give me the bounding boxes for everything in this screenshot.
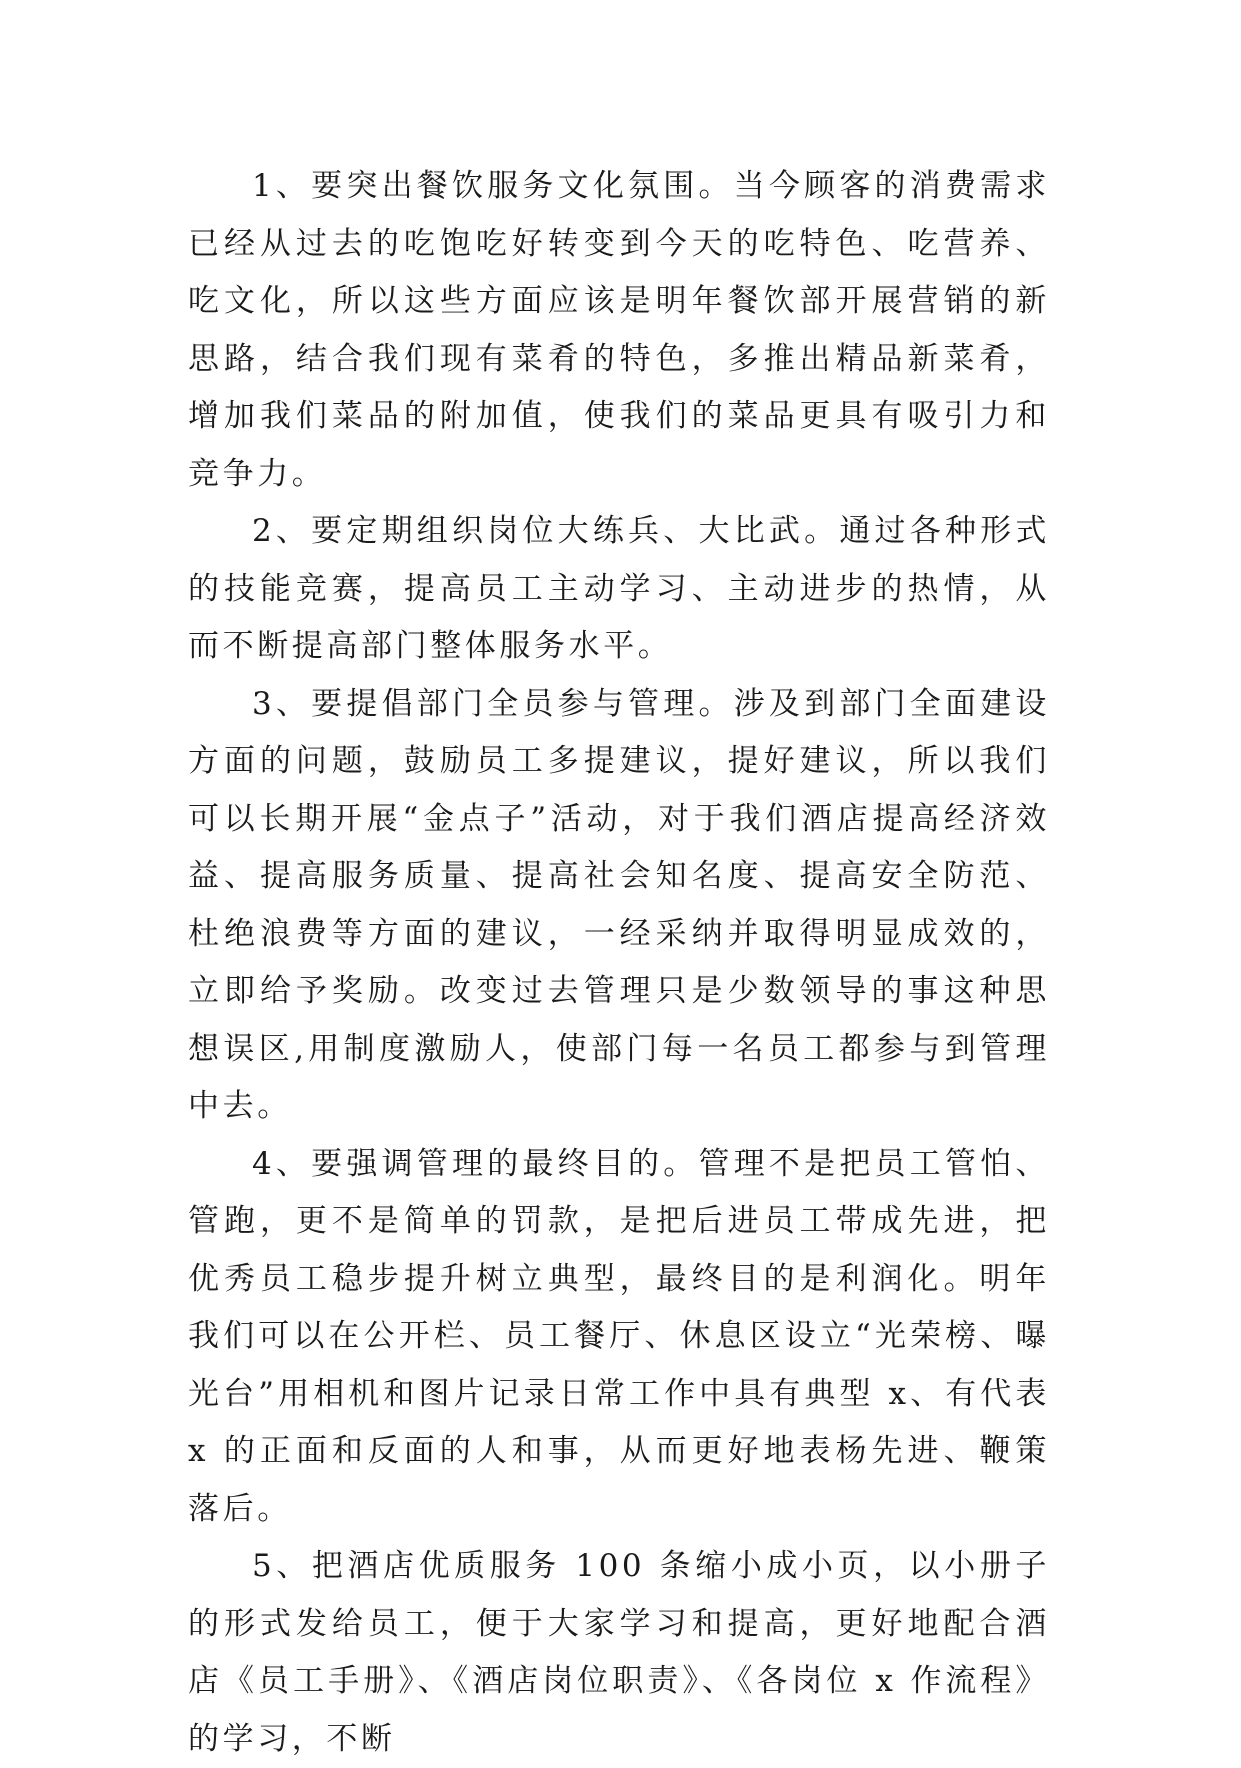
paragraph-1: 1、要突出餐饮服务文化氛围。当今顾客的消费需求已经从过去的吃饱吃好转变到今天的吃特色、吃营养、吃文化，所以这些方面应该是明年餐饮部开展营销的新思路，结合我们现有菜肴的特色，多推出精品新菜肴，增加我们菜品的附加值，使我们的菜品更具有吸引力和竞争力。 [188, 168, 1050, 492]
paragraph-3: 3、要提倡部门全员参与管理。涉及到部门全面建设方面的问题，鼓励员工多提建议，提好建议，所以我们可以长期开展“金点子”活动，对于我们酒店提高经济效益、提高服务质量、提高社会知名度、提高安全防范、杜绝浪费等方面的建议，一经采纳并取得明显成效的，立即给予奖励。改变过去管理只是少数领导的事这种思想误区,用制度激励人，使部门每一名员工都参与到管理中去。 [188, 685, 1050, 1124]
document-body [188, 158, 1050, 1768]
paragraph-5: 5、把酒店优质服务 100 条缩小成小页，以小册子的形式发给员工，便于大家学习和提高，更好地配合酒店《员工手册》、《酒店岗位职责》、《各岗位 x 作流程》的学习，不断 [188, 1548, 1050, 1757]
paragraph-4: 4、要强调管理的最终目的。管理不是把员工管怕、管跑，更不是简单的罚款，是把后进员工带成先进，把优秀员工稳步提升树立典型，最终目的是利润化。明年我们可以在公开栏、员工餐厅、休息区设立“光荣榜、曝光台”用相机和图片记录日常工作中具有典型 x、有代表 x 的正面和反面的人和事，从而更好地表杨先进、鞭策落后。 [188, 1145, 1050, 1527]
paragraph-2: 2、要定期组织岗位大练兵、大比武。通过各种形式的技能竞赛，提高员工主动学习、主动进步的热情，从而不断提高部门整体服务水平。 [188, 513, 1050, 664]
